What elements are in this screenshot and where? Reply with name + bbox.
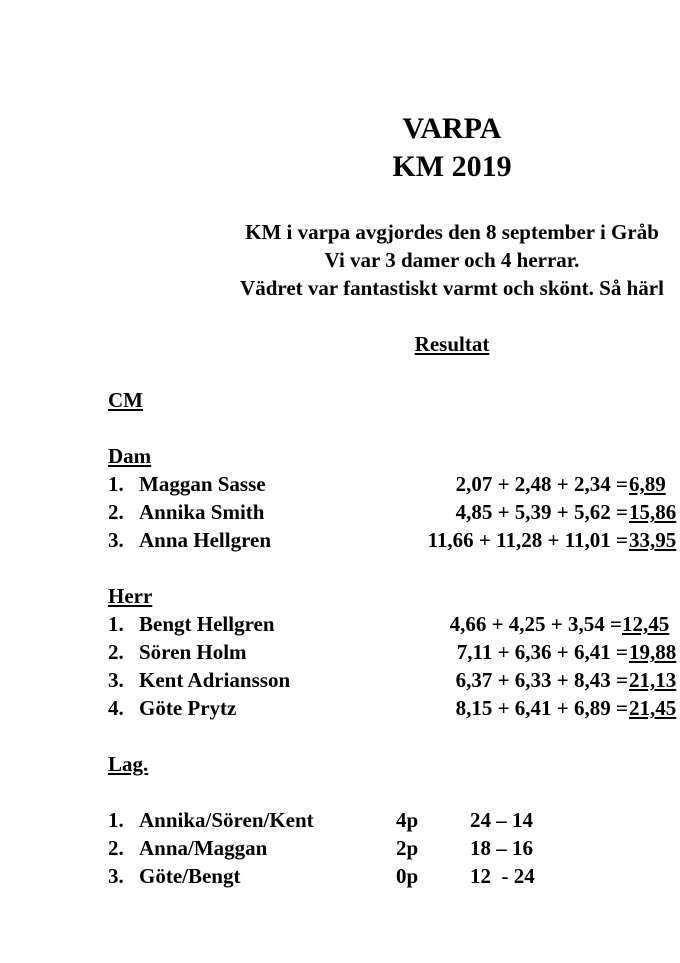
- score-calculation: 8,15 + 6,41 + 6,89 =: [455, 696, 628, 720]
- score-total: 19,88: [629, 640, 677, 664]
- dam-heading: Dam: [108, 444, 152, 468]
- rank: 2.: [108, 836, 124, 860]
- document-subtitle: KM 2019: [392, 150, 512, 183]
- intro-line: Vädret var fantastiskt varmt och skönt. Så härl: [240, 276, 664, 300]
- score-total: 6,89: [629, 472, 666, 496]
- rank: 3.: [108, 864, 124, 888]
- rank: 1.: [108, 808, 124, 832]
- intro-line: Vi var 3 damer och 4 herrar.: [324, 248, 580, 272]
- player-name: Annika Smith: [139, 500, 265, 524]
- rank: 2.: [108, 500, 124, 524]
- team-points: 0p: [396, 864, 419, 888]
- player-name: Göte Prytz: [139, 696, 237, 720]
- lag-heading: Lag.: [108, 752, 149, 776]
- rank: 1.: [108, 612, 124, 636]
- score-calculation: 4,66 + 4,25 + 3,54 =: [449, 612, 622, 636]
- player-name: Kent Adriansson: [139, 668, 291, 692]
- team-score: 12 - 24: [470, 864, 535, 888]
- rank: 3.: [108, 528, 124, 552]
- score-total: 21,13: [629, 668, 677, 692]
- cm-heading: CM: [108, 388, 143, 412]
- results-heading: Resultat: [414, 332, 490, 356]
- team-name: Anna/Maggan: [139, 836, 268, 860]
- score-calculation: 7,11 + 6,36 + 6,41 =: [456, 640, 628, 664]
- team-score: 24 – 14: [470, 808, 533, 832]
- player-name: Sören Holm: [139, 640, 247, 664]
- team-points: 2p: [396, 836, 419, 860]
- score-total: 33,95: [629, 528, 677, 552]
- score-calculation: 11,66 + 11,28 + 11,01 =: [427, 528, 628, 552]
- rank: 4.: [108, 696, 124, 720]
- player-name: Bengt Hellgren: [139, 612, 275, 636]
- score-calculation: 4,85 + 5,39 + 5,62 =: [455, 500, 628, 524]
- score-calculation: 6,37 + 6,33 + 8,43 =: [455, 668, 628, 692]
- intro-line: KM i varpa avgjordes den 8 september i Gråb: [245, 220, 659, 244]
- player-name: Maggan Sasse: [139, 472, 266, 496]
- team-name: Annika/Sören/Kent: [139, 808, 314, 832]
- player-name: Anna Hellgren: [139, 528, 272, 552]
- rank: 2.: [108, 640, 124, 664]
- document-title: VARPA: [402, 112, 502, 145]
- herr-heading: Herr: [108, 584, 153, 608]
- team-score: 18 – 16: [470, 836, 533, 860]
- rank: 3.: [108, 668, 124, 692]
- rank: 1.: [108, 472, 124, 496]
- score-total: 21,45: [629, 696, 677, 720]
- score-total: 12,45: [622, 612, 670, 636]
- score-calculation: 2,07 + 2,48 + 2,34 =: [455, 472, 628, 496]
- team-name: Göte/Bengt: [139, 864, 241, 888]
- team-points: 4p: [396, 808, 419, 832]
- score-total: 15,86: [629, 500, 677, 524]
